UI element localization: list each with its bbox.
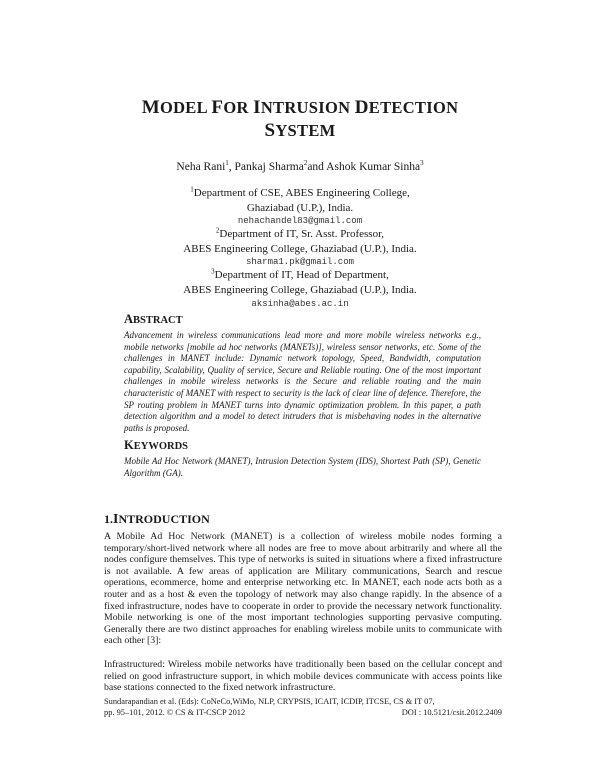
affiliation-sup: 1 bbox=[190, 185, 194, 194]
title-word: ETECTION bbox=[368, 98, 459, 117]
affiliation-line: Department of CSE, ABES Engineering College, bbox=[193, 187, 410, 199]
keywords-text: Mobile Ad Hoc Network (MANET), Intrusion Detection System (IDS), Shortest Path (SP), Genetic Algorithm (GA). bbox=[124, 456, 481, 478]
heading-rest: BSTRACT bbox=[133, 315, 183, 326]
author-email[interactable]: nehachandel83@gmail.com bbox=[237, 216, 363, 227]
author-name: and Ashok Kumar Sinha bbox=[307, 161, 421, 173]
affiliation-2 bbox=[0, 227, 600, 268]
intro-paragraph-1: A Mobile Ad Hoc Network (MANET) is a collection of wireless mobile nodes forming a temporary/short-lived network where all nodes are free to move about arbitrarily and where all the nodes configure themselves. This type of networks is suited in situations where a fixed infrastructure is not available. A few areas of application are Military communications, Search and rescue operations, ecommerce, home and enterprise networking etc. In MANET, each node acts both as a router and as a host & even the topology of network may also change rapidly. In the absence of a fixed infrastructure, nodes have to cooperate in order to provide the necessary network functionality. Mobile networking is one of the most important technologies supporting pervasive computing. Generally there are two distinct approaches for enabling wireless mobile units to communicate with each other [3]: bbox=[104, 531, 502, 647]
affiliation-line: ABES Engineering College, Ghaziabad (U.P.), India. bbox=[183, 242, 417, 255]
title-word: ODEL bbox=[159, 98, 212, 117]
paper-title bbox=[0, 96, 600, 142]
heading-cap: K bbox=[124, 438, 134, 452]
affiliation-1 bbox=[0, 186, 600, 227]
author-sup: 3 bbox=[420, 159, 424, 168]
title-word: YSTEM bbox=[275, 121, 336, 140]
section-number: 1. bbox=[104, 512, 113, 526]
title-word: D bbox=[354, 97, 369, 118]
title-word: I bbox=[253, 97, 261, 118]
title-line-2 bbox=[0, 119, 600, 142]
title-word: F bbox=[211, 97, 224, 118]
author-email[interactable]: sharma1.pk@gmail.com bbox=[245, 257, 355, 268]
title-word: M bbox=[141, 97, 160, 118]
page-footer bbox=[104, 697, 502, 718]
affiliation-sup: 3 bbox=[211, 267, 215, 276]
affiliation-line: Ghaziabad (U.P.), India. bbox=[246, 201, 354, 214]
author-name: , Pankaj Sharma bbox=[228, 161, 304, 173]
author-name: Neha Rani bbox=[176, 161, 226, 173]
footer-doi[interactable]: DOI : 10.5121/csit.2012.2409 bbox=[401, 707, 502, 717]
heading-rest: NTRODUCTION bbox=[118, 512, 210, 526]
introduction-heading bbox=[104, 512, 210, 528]
footer-row bbox=[104, 708, 502, 719]
title-line-1 bbox=[0, 96, 600, 119]
affiliation-line: Department of IT, Sr. Asst. Professor, bbox=[219, 228, 385, 241]
intro-paragraph-2: Infrastructured: Wireless mobile networks have traditionally been based on the cellular concept and relied on good infrastructure support, in which mobile devices communicate with access points like base stations connected to the fixed network infrastructure. bbox=[104, 659, 502, 694]
keywords-heading bbox=[124, 438, 188, 453]
footer-pages: pp. 95–101, 2012. © CS & IT-CSCP 2012 bbox=[104, 707, 246, 717]
abstract-heading bbox=[124, 312, 183, 327]
title-word: OR bbox=[223, 98, 254, 117]
abstract-text: Advancement in wireless communications lead more and more mobile wireless networks e.g., mobile networks [mobile ad hoc networks (MANETs)], wireless sensor networks, etc. Some of the challenges in MANET include: Dynamic network topology, Speed, Bandwidth, computation capability, Scalability, Quality of service, Secure and Reliable routing. One of the most important challenges in mobile wireless networks is the Secure and reliable routing and the main characteristic of MANET with respect to security is the lack of clear line of defence. Therefore, the SP routing problem in MANET turns into dynamic optimization problem. In this paper, a path detection algorithm and a model to detect intruders that is misbehaving nodes in the alternative paths is proposed. bbox=[124, 330, 481, 433]
affiliation-sup: 2 bbox=[215, 226, 220, 235]
title-word: NTRUSION bbox=[260, 98, 355, 117]
heading-cap: I bbox=[113, 512, 119, 527]
heading-rest: EYWORDS bbox=[133, 441, 188, 452]
affiliation-3 bbox=[0, 268, 600, 309]
author-line bbox=[0, 161, 600, 173]
affiliation-line: ABES Engineering College, Ghaziabad (U.P.), India. bbox=[183, 283, 417, 296]
affiliations bbox=[0, 186, 600, 310]
footer-citation: Sundarapandian et al. (Eds): CoNeCo,WiMo, NLP, CRYPSIS, ICAIT, ICDIP, ITCSE, CS & IT 07, bbox=[104, 697, 435, 706]
author-email[interactable]: aksinha@abes.ac.in bbox=[251, 298, 349, 309]
title-word: S bbox=[264, 120, 276, 141]
author-sup: 1 bbox=[225, 159, 229, 168]
heading-cap: A bbox=[124, 312, 134, 326]
affiliation-line: Department of IT, Head of Department, bbox=[214, 269, 389, 282]
author-sup: 2 bbox=[303, 159, 308, 168]
